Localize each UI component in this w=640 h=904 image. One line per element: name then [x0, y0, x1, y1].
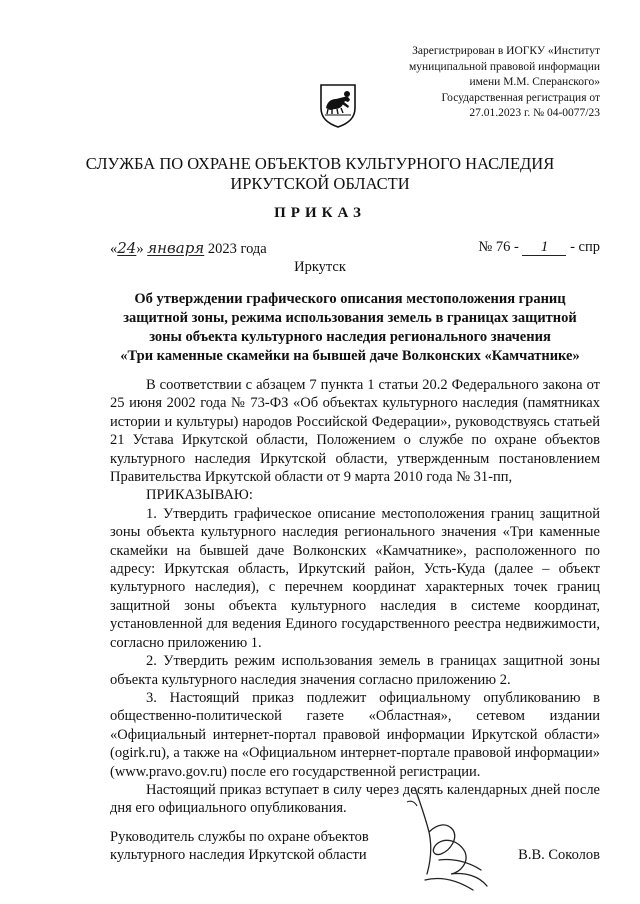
title-line: «Три каменные скамейки на бывшей даче Волконских «Камчатнике»: [120, 348, 580, 364]
effective-date-paragraph: Настоящий приказ вступает в силу через десять календарных дней после дня его официального опубликования.: [110, 781, 600, 817]
document-number: [478, 239, 600, 256]
date-close-quote: »: [136, 241, 144, 257]
date-day-handwritten: 24: [117, 239, 137, 257]
order-heading: ПРИКАЗЫВАЮ:: [146, 487, 253, 504]
agency-name: [0, 154, 640, 194]
date-year: 2023 года: [207, 241, 267, 257]
registration-line: 27.01.2023 г. № 04-0077/23: [469, 107, 600, 119]
document-body: [110, 376, 600, 818]
document-type: ПРИКАЗ: [274, 205, 366, 221]
clause-3: 3. Настоящий приказ подлежит официальному опубликованию в общественно-политической газете «Областная», сетевом издании «Официальный интернет-портал правовой информации Иркутской области» (ogirk.ru), а также на «Официальном интернет-портале правовой информации» (www.pravo.gov.ru) после его государственной регистрации.: [110, 689, 600, 780]
number-prefix: № 76 -: [478, 239, 519, 255]
clause-1: 1. Утвердить графическое описание местоположения границ защитной зоны объекта культурного наследия регионального значения «Три каменные скамейки на бывшей даче Волконских «Камчатнике», расположенного по адресу: Иркутская область, Иркутский район, Усть-Куда (далее – объект культурного наследия), с перечнем координат характерных точек границ защитной зоны объекта культурного наследия в системе координат, установленной для ведения Единого государственного реестра недвижимости, согласно приложению 1.: [110, 505, 600, 651]
clause-2: 2. Утвердить режим использования земель в границах защитной зоны объекта культурного наследия значения согласно приложению 2.: [110, 653, 600, 688]
position-line: культурного наследия Иркутской области: [110, 847, 367, 864]
number-handwritten: 1: [522, 239, 566, 256]
registration-stamp: [360, 44, 600, 122]
signatory-name: В.В. Соколов: [518, 847, 600, 863]
document-date: [110, 239, 267, 258]
date-open-quote: «: [110, 241, 118, 257]
handwritten-signature: [395, 780, 515, 900]
registration-line: имени М.М. Сперанского»: [469, 76, 600, 88]
irkutsk-coat-of-arms-icon: [318, 82, 358, 128]
title-line: защитной зоны, режима использования земель в границах защитной: [123, 310, 577, 326]
preamble-paragraph: В соответствии с абзацем 7 пункта 1 статьи 20.2 Федерального закона от 25 июня 2002 года № 73-ФЗ «Об объектах культурного наследия (памятниках истории и культуры) народов Российской Федерации», руководствуясь статьей 21 Устава Иркутской области, Положением о службе по охране объектов культурного наследия Иркутской области, утвержденным постановлением Правительства Иркутской области от 9 марта 2010 года № 31-пп,: [110, 377, 600, 486]
registration-line: Государственная регистрация от: [441, 91, 600, 104]
registration-line: Зарегистрирован в ИОГКУ «Институт: [412, 45, 600, 57]
agency-line: ИРКУТСКОЙ ОБЛАСТИ: [230, 174, 410, 193]
position-line: Руководитель службы по охране объектов: [110, 829, 369, 845]
title-line: Об утверждении графического описания местоположения границ: [134, 291, 566, 307]
document-title: [100, 290, 600, 366]
signatory-position: [110, 828, 410, 865]
date-month-handwritten: января: [147, 239, 205, 257]
title-line: зоны объекта культурного наследия регионального значения: [149, 329, 551, 345]
city: Иркутск: [294, 259, 346, 275]
agency-line: СЛУЖБА ПО ОХРАНЕ ОБЪЕКТОВ КУЛЬТУРНОГО НАСЛЕДИЯ: [85, 154, 555, 173]
registration-line: муниципальной правовой информации: [408, 60, 600, 73]
date-number-line: [110, 239, 600, 261]
number-suffix: - спр: [570, 239, 600, 255]
